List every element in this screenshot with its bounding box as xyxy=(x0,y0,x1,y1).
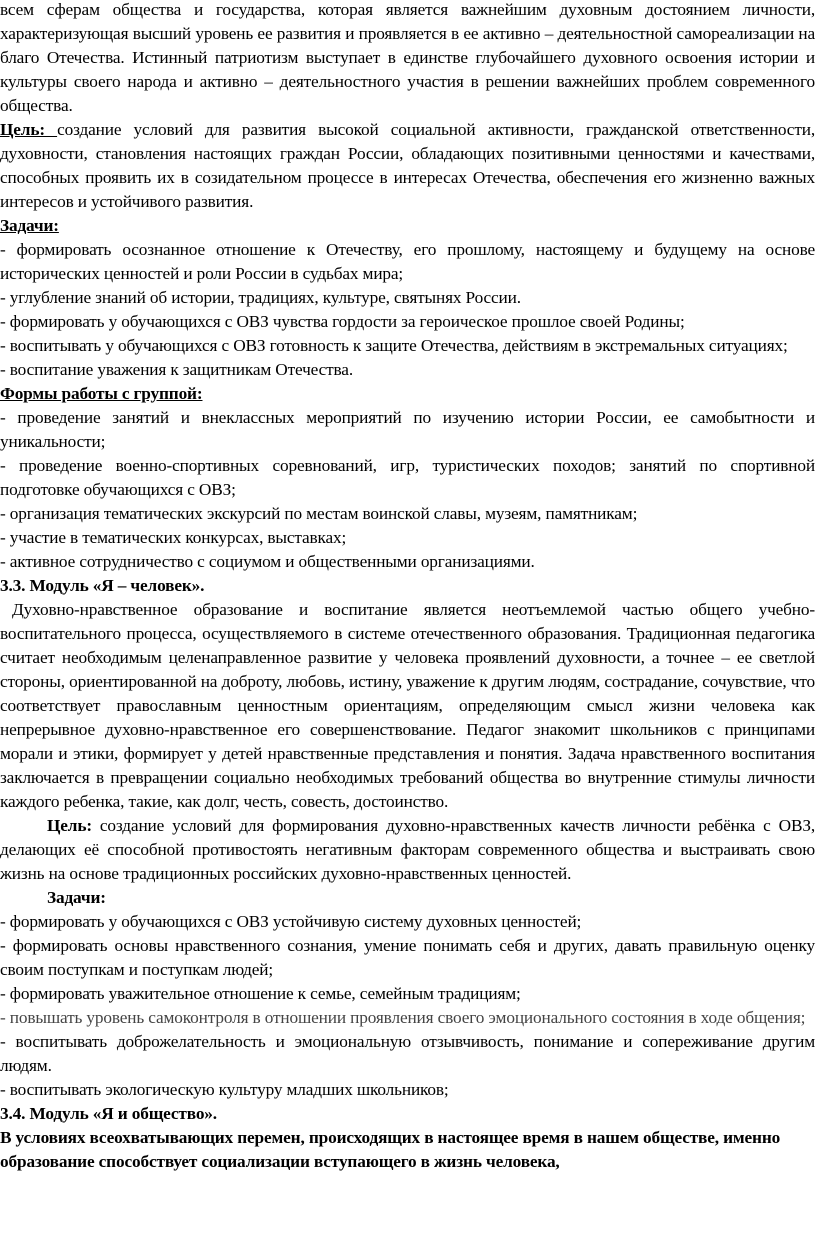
list-item: - формировать уважительное отношение к семье, семейным традициям; xyxy=(0,984,521,1003)
goal-text: создание условий для формирования духовно-нравственных качеств личности ребёнка с ОВЗ, делающих её способной противостоять негативным факторам современного общества и выстраивать свою жизнь на основе традиционных российских духовно-нравственных ценностей. xyxy=(0,816,815,883)
list-item: - организация тематических экскурсий по местам воинской славы, музеям, памятникам; xyxy=(0,504,638,523)
section-heading-3-4: 3.4. Модуль «Я и общество». xyxy=(0,1104,217,1123)
list-item: - воспитание уважения к защитникам Отечества. xyxy=(0,360,354,379)
module-paragraph: В условиях всеохватывающих перемен, происходящих в настоящее время в нашем обществе, именно образование способствует социализации вступающего в жизнь человека, xyxy=(0,1128,781,1171)
goal-label: Цель: xyxy=(47,816,92,835)
goal-paragraph xyxy=(0,814,815,886)
list-item: - углубление знаний об истории, традициях, культуре, святынях России. xyxy=(0,288,521,307)
list-item: - формировать у обучающихся с ОВЗ устойчивую систему духовных ценностей; xyxy=(0,912,582,931)
tasks-heading: Задачи: xyxy=(0,216,59,235)
section-heading-3-3: 3.3. Модуль «Я – человек». xyxy=(0,576,205,595)
list-item: - активное сотрудничество с социумом и общественными организациями. xyxy=(0,552,535,571)
forms-heading: Формы работы с группой: xyxy=(0,384,203,403)
list-item: - проведение военно-спортивных соревнований, игр, туристических походов; занятий по спортивной подготовке обучающихся с ОВЗ; xyxy=(0,456,815,499)
list-item: - формировать у обучающихся с ОВЗ чувства гордости за героическое прошлое своей Родины; xyxy=(0,312,685,331)
list-item: - формировать основы нравственного сознания, умение понимать себя и других, давать правильную оценку своим поступкам и поступкам людей; xyxy=(0,936,815,979)
goal-label: Цель: xyxy=(0,120,58,139)
list-item: - формировать осознанное отношение к Отечеству, его прошлому, настоящему и будущему на основе исторических ценностей и роли России в судьбах мира; xyxy=(0,240,815,283)
list-item: - воспитывать у обучающихся с ОВЗ готовность к защите Отечества, действиям в экстремальных ситуациях; xyxy=(0,336,788,355)
list-item: - повышать уровень самоконтроля в отношении проявления своего эмоционального состояния в ходе общения; xyxy=(0,1008,806,1027)
intro-paragraph: всем сферам общества и государства, которая является важнейшим духовным достоянием личности, характеризующая высший уровень ее развития и проявляется в ее активно – деятельностной самореализации на благо Отечества. Истинный патриотизм выступает в единстве глубочайшего духовного освоения истории и культуры своего народа и активно – деятельностного участия в решении важнейших проблем современного общества. xyxy=(0,0,815,115)
module-paragraph: Духовно-нравственное образование и воспитание является неотъемлемой частью общего учебно-воспитательного процесса, осуществляемого в системе отечественного образования. Традиционная педагогика считает необходимым целенаправленное развитие у человека проявлений духовности, а точнее – ее светлой стороны, ориентированной на доброту, любовь, истину, уважение к другим людям, сострадание, сочувствие, что соответствует православным ценностным ориентациям, определяющим смысл жизни человека как непрерывное духовно-нравственное его совершенствование. Педагог знакомит школьников с принципами морали и этики, формирует у детей нравственные представления и понятия. Задача нравственного воспитания заключается в превращении социально необходимых требований общества во внутренние стимулы личности каждого ребенка, такие, как долг, честь, совесть, достоинство. xyxy=(0,600,815,811)
list-item: - воспитывать доброжелательность и эмоциональную отзывчивость, понимание и сопереживание другим людям. xyxy=(0,1032,815,1075)
list-item: - проведение занятий и внеклассных мероприятий по изучению истории России, ее самобытности и уникальности; xyxy=(0,408,815,451)
list-item: - воспитывать экологическую культуру младших школьников; xyxy=(0,1080,449,1099)
tasks-heading: Задачи: xyxy=(47,888,106,907)
goal-paragraph xyxy=(0,118,815,214)
list-item: - участие в тематических конкурсах, выставках; xyxy=(0,528,347,547)
goal-text: создание условий для развития высокой социальной активности, гражданской ответственности, духовности, становления настоящих граждан России, обладающих позитивными ценностями и качествами, способных проявить их в созидательном процессе в интересах Отечества, обеспечения его жизненно важных интересов и устойчивого развития. xyxy=(0,120,815,211)
